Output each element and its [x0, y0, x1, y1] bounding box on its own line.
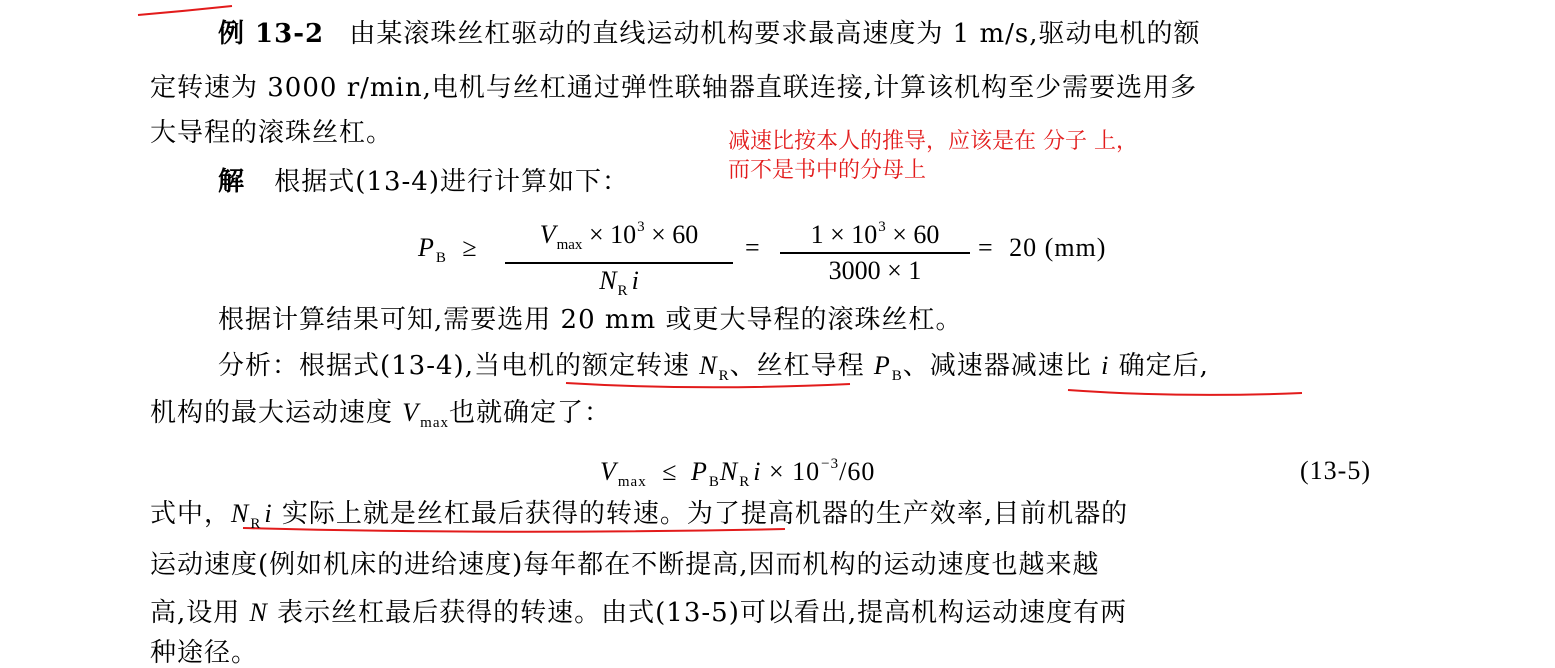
fraction-2-numerator	[780, 212, 970, 254]
f2-leq: ≤	[662, 457, 678, 486]
solution-label: 解	[218, 167, 246, 197]
analysis-n-sub: R	[718, 368, 730, 384]
fraction-1-denominator	[505, 264, 733, 306]
num2-exp: 3	[878, 219, 886, 235]
analysis-line-1	[218, 351, 1209, 391]
formula1-result	[978, 233, 1106, 263]
analysis-mid: 、丝杠导程	[729, 351, 865, 381]
num-rest: × 10	[588, 220, 637, 249]
analysis-v: V	[402, 398, 420, 427]
example-line-3: 大导程的滚珠丝杠。	[150, 118, 394, 148]
fraction-2-denominator: 3000 × 1	[828, 256, 922, 285]
example-text-1: 由某滚珠丝杠驱动的直线运动机构要求最高速度为 1 m/s,驱动电机的额	[349, 19, 1201, 49]
analysis-p: P	[873, 351, 891, 380]
formula1-equals-1: =	[745, 233, 761, 262]
explanation-n-sub: R	[250, 516, 262, 532]
num-exp: 3	[637, 219, 645, 235]
solution-line	[218, 167, 629, 197]
result-value: 20 (mm)	[1009, 233, 1107, 262]
equals-2: =	[978, 233, 994, 262]
explanation-line1-rest: 实际上就是丝杠最后获得的转速。为了提高机器的生产效率,目前机器的	[281, 499, 1129, 529]
analysis-i: i	[1101, 351, 1110, 380]
equation-number: (13-5)	[1300, 456, 1371, 485]
num-tail: × 60	[651, 220, 699, 249]
top-left-stroke	[138, 6, 232, 15]
fraction-1	[505, 212, 733, 306]
solution-text: 根据式(13-4)进行计算如下：	[274, 167, 629, 197]
analysis-p-sub: B	[891, 368, 903, 384]
f2-rest: × 10	[769, 457, 821, 486]
explanation-line3-head: 高,设用	[150, 598, 241, 628]
explanation-line-1	[150, 499, 1128, 539]
f2-exp: −3	[821, 456, 840, 472]
analysis-line-2	[150, 398, 611, 438]
analysis-line2-tail: 也就确定了：	[449, 398, 612, 428]
analysis-mid2: 、减速器减速比	[902, 351, 1092, 381]
analysis-lead: 分析：根据式(13-4),当电机的额定转速	[218, 351, 690, 381]
f2-v: V	[600, 457, 617, 486]
explanation-line-3	[150, 598, 1127, 628]
explanation-line-2: 运动速度(例如机床的进给速度)每年都在不断提高,因而机构的运动速度也越来越	[150, 550, 1100, 580]
symbol-pb: P	[418, 233, 435, 262]
f2-n-sub: R	[739, 474, 751, 490]
example-line-2: 定转速为 3000 r/min,电机与丝杠通过弹性联轴器直联连接,计算该机构至少需要选用多	[150, 73, 1198, 103]
f2-tail: /60	[839, 457, 876, 486]
num2-tail: × 60	[892, 220, 940, 249]
annotation-line-1: 减速比按本人的推导，应该是在 分子 上，	[728, 129, 1138, 154]
example-label: 例 13-2	[218, 19, 325, 49]
explanation-i: i	[264, 499, 273, 528]
sub-b: B	[435, 250, 447, 266]
annotation-line-2: 而不是书中的分母上	[728, 158, 927, 183]
explanation-head: 式中，	[150, 499, 232, 529]
result-text: 根据计算结果可知,需要选用 20 mm 或更大导程的滚珠丝杠。	[218, 305, 963, 335]
relation-geq: ≥	[462, 233, 478, 262]
analysis-v-sub: max	[420, 415, 449, 431]
sub-max: max	[556, 237, 583, 253]
num2: 1 × 10	[810, 220, 878, 249]
f2-p: P	[691, 457, 708, 486]
f2-v-sub: max	[617, 474, 647, 490]
analysis-line2-head: 机构的最大运动速度	[150, 398, 394, 428]
f2-i: i	[753, 457, 762, 486]
analysis-n: N	[699, 351, 718, 380]
explanation-line-4: 种途径。	[150, 638, 259, 668]
explanation-line3-rest: 表示丝杠最后获得的转速。由式(13-5)可以看出,提高机构运动速度有两	[277, 598, 1128, 628]
analysis-tail: 确定后,	[1118, 351, 1209, 381]
f2-p-sub: B	[708, 474, 720, 490]
symbol-i: i	[631, 266, 639, 295]
fraction-2	[780, 212, 970, 286]
symbol-n: N	[599, 266, 617, 295]
formula1-lhs	[418, 233, 478, 273]
sub-r: R	[617, 283, 628, 299]
explanation-n: N	[231, 499, 250, 528]
fraction-1-numerator	[505, 212, 733, 264]
example-line-1	[218, 19, 1200, 49]
symbol-v: V	[539, 220, 556, 249]
explanation-line3-n: N	[249, 598, 268, 627]
f2-n: N	[719, 457, 739, 486]
formula-2	[600, 449, 875, 497]
